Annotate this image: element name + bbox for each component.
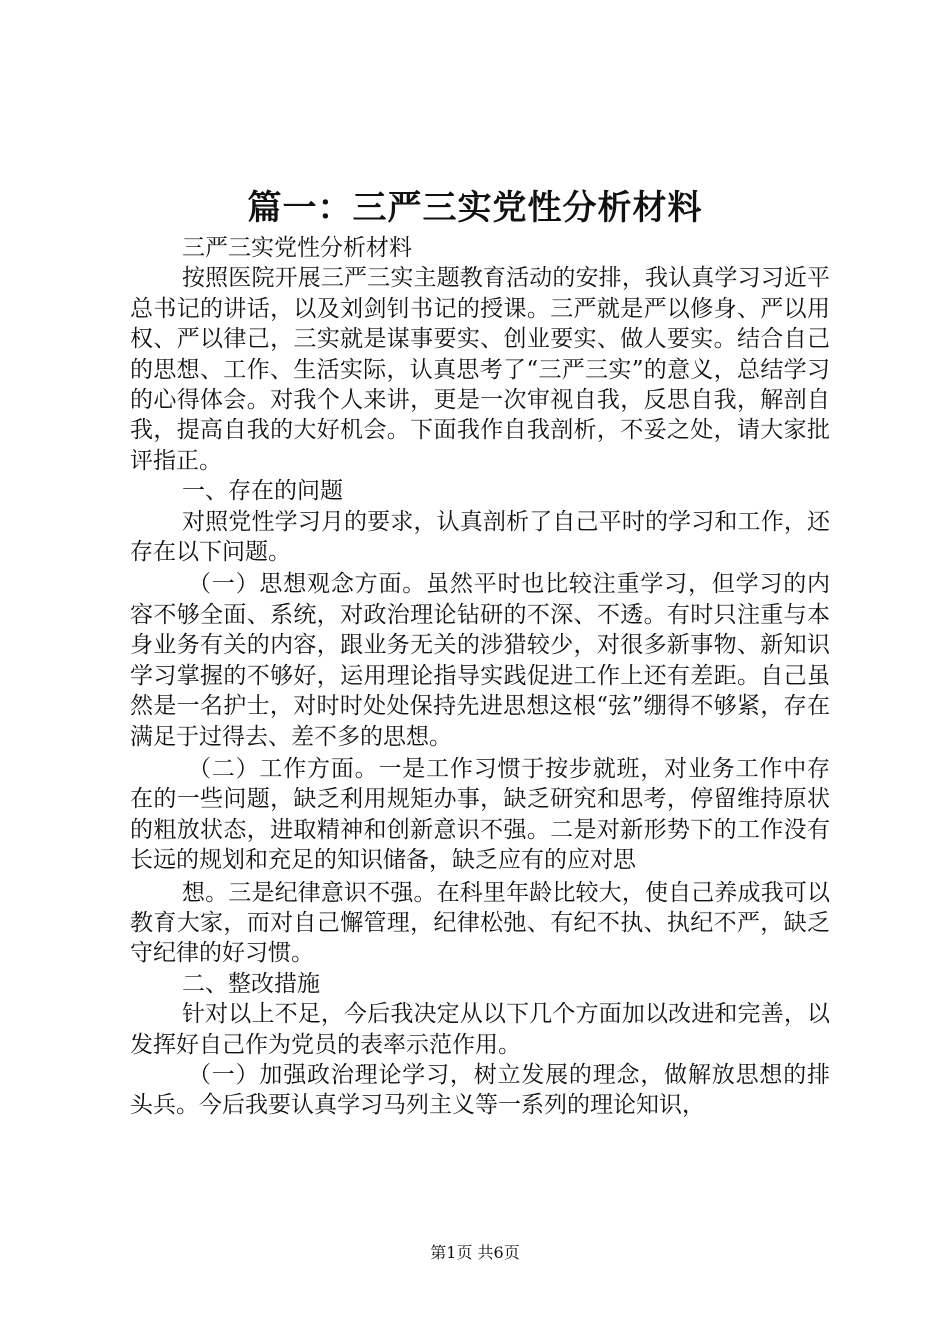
paragraph-subtitle: 三严三实党性分析材料: [182, 235, 412, 261]
paragraph-thinking: （一）思想观念方面。虽然平时也比较注重学习，但学习的内容不够全面、系统，对政治理论钻研的不深、不透。有时只注重与本身业务有关的内容，跟业务无关的涉猎较少，对很多新事物、新知识学习掌握的不够好，运用理论指导实践促进工作上还有差距。自己虽然是一名护士，对时时处处保持先进思想这根“弦”绷得不够紧，存在满足于过得去、差不多的思想。: [130, 571, 830, 750]
paragraph-measure-one: （一）加强政治理论学习，树立发展的理念，做解放思想的排头兵。今后我要认真学习马列主义等一系列的理论知识，: [130, 1061, 830, 1119]
paragraph-problems-intro: 对照党性学习月的要求，认真剖析了自己平时的学习和工作，还存在以下问题。: [130, 508, 830, 566]
page-footer: 第1页 共6页: [430, 1243, 520, 1262]
document-title: 篇一：三严三实党性分析材料: [247, 188, 703, 228]
document-body: [130, 233, 830, 1121]
paragraph-intro: 按照医院开展三严三实主题教育活动的安排，我认真学习习近平总书记的讲话，以及刘剑钊书记的授课。三严就是严以修身、严以用权、严以律己，三实就是谋事要实、创业要实、做人要实。结合自己的思想、工作、生活实际，认真思考了“三严三实”的意义，总结学习的心得体会。对我个人来讲，更是一次审视自我，反思自我，解剖自我，提高自我的大好机会。下面我作自我剖析，不妥之处，请大家批评指正。: [130, 265, 830, 474]
paragraph-rectification-intro: 针对以上不足，今后我决定从以下几个方面加以改进和完善，以发挥好自己作为党员的表率示范作用。: [130, 1001, 830, 1058]
paragraph-work: （二）工作方面。一是工作习惯于按步就班，对业务工作中存在的一些问题，缺乏利用规矩办事，缺乏研究和思考，停留维持原状的粗放状态，进取精神和创新意识不强。二是对新形势下的工作没有长远的规划和充足的知识储备，缺乏应有的应对思: [130, 755, 830, 874]
paragraph-discipline: 想。三是纪律意识不强。在科里年龄比较大，使自己养成我可以教育大家，而对自己懈管理，纪律松弛、有纪不执、执纪不严，缺乏守纪律的好习惯。: [130, 879, 830, 967]
heading-existing-problems: 一、存在的问题: [182, 478, 343, 505]
heading-rectification: 二、整改措施: [182, 970, 320, 997]
